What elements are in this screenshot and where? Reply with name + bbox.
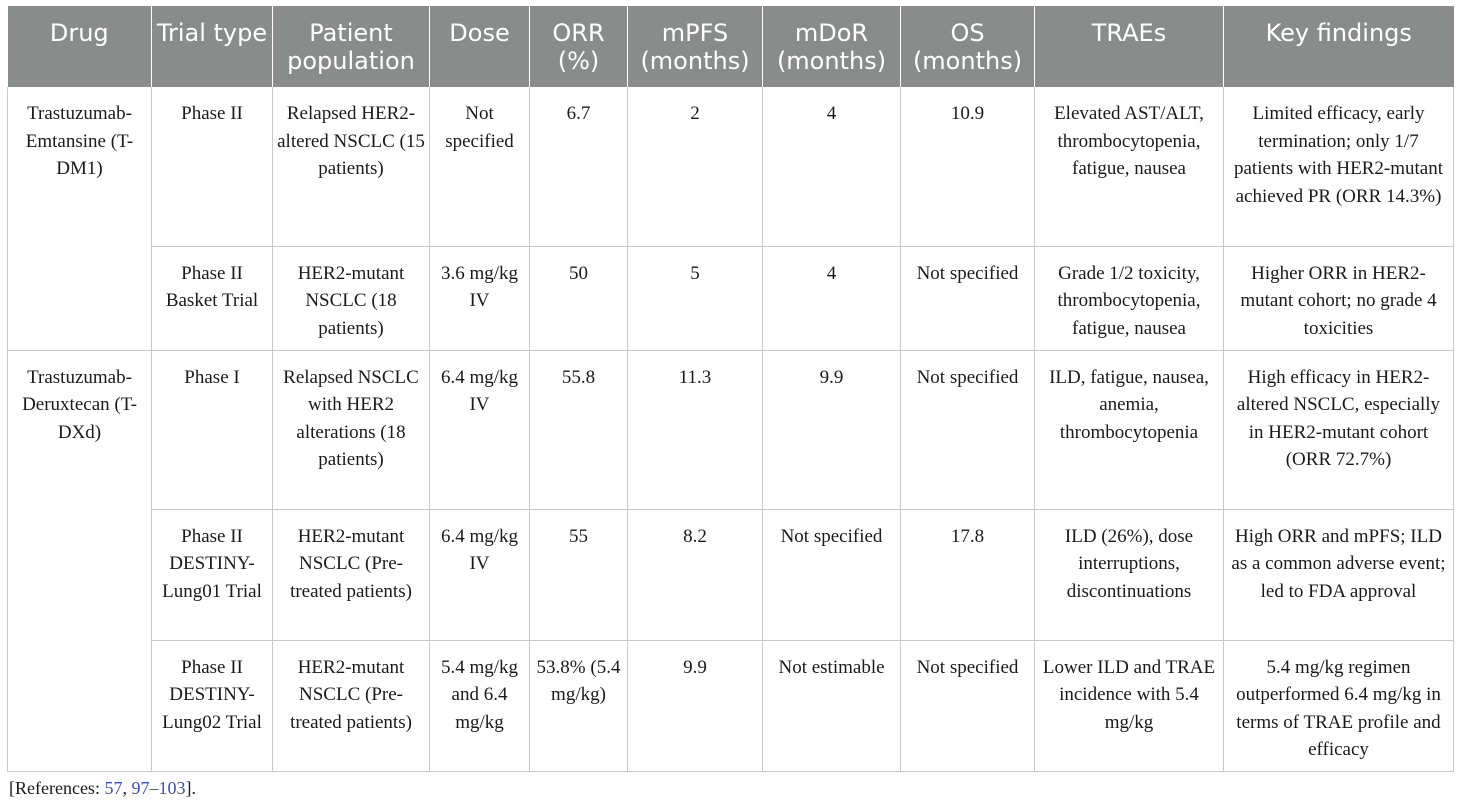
os-cell: Not specified xyxy=(901,246,1035,350)
population-cell: HER2-mutant NSCLC (Pre-treated patients) xyxy=(273,509,430,640)
traes-cell: ILD, fatigue, nausea, anemia, thrombocytopenia xyxy=(1035,350,1224,509)
trial-type-cell: Phase II Basket Trial xyxy=(152,246,273,350)
traes-cell: Elevated AST/ALT, thrombocytopenia, fatigue, nausea xyxy=(1035,87,1224,246)
findings-cell: Limited efficacy, early termination; only 1/7 patients with HER2-mutant achieved PR (ORR 14.3%) xyxy=(1224,87,1454,246)
column-header: mDoR (months) xyxy=(763,6,901,87)
column-header: OS (months) xyxy=(901,6,1035,87)
reference-link-97-103[interactable]: 97–103 xyxy=(131,778,186,798)
findings-cell: 5.4 mg/kg regimen outperformed 6.4 mg/kg in terms of TRAE profile and efficacy xyxy=(1224,640,1454,771)
traes-cell: ILD (26%), dose interruptions, discontinuations xyxy=(1035,509,1224,640)
orr-cell: 6.7 xyxy=(530,87,628,246)
reference-link-57[interactable]: 57 xyxy=(104,778,123,798)
mdor-cell: 9.9 xyxy=(763,350,901,509)
traes-cell: Lower ILD and TRAE incidence with 5.4 mg/kg xyxy=(1035,640,1224,771)
column-header: Trial type xyxy=(152,6,273,87)
column-header: mPFS (months) xyxy=(628,6,763,87)
clinical-trials-table xyxy=(7,6,1454,772)
table-row xyxy=(8,640,1454,771)
orr-cell: 50 xyxy=(530,246,628,350)
table-row xyxy=(8,509,1454,640)
mpfs-cell: 11.3 xyxy=(628,350,763,509)
mpfs-cell: 8.2 xyxy=(628,509,763,640)
column-header: Key findings xyxy=(1224,6,1454,87)
findings-cell: Higher ORR in HER2-mutant cohort; no grade 4 toxicities xyxy=(1224,246,1454,350)
references-separator: , xyxy=(122,778,132,798)
table-row xyxy=(8,350,1454,509)
column-header: Drug xyxy=(8,6,152,87)
header-row xyxy=(8,6,1454,87)
dose-cell: 6.4 mg/kg IV xyxy=(430,350,530,509)
mpfs-cell: 5 xyxy=(628,246,763,350)
mdor-cell: Not specified xyxy=(763,509,901,640)
references-prefix: [References: xyxy=(9,778,105,798)
orr-cell: 55.8 xyxy=(530,350,628,509)
dose-cell: 5.4 mg/kg and 6.4 mg/kg xyxy=(430,640,530,771)
table-row xyxy=(8,246,1454,350)
mdor-cell: 4 xyxy=(763,246,901,350)
trial-type-cell: Phase I xyxy=(152,350,273,509)
dose-cell: 3.6 mg/kg IV xyxy=(430,246,530,350)
os-cell: Not specified xyxy=(901,350,1035,509)
mpfs-cell: 2 xyxy=(628,87,763,246)
population-cell: HER2-mutant NSCLC (18 patients) xyxy=(273,246,430,350)
traes-cell: Grade 1/2 toxicity, thrombocytopenia, fatigue, nausea xyxy=(1035,246,1224,350)
drug-cell: Trastuzumab-Emtansine (T-DM1) xyxy=(8,87,152,350)
mdor-cell: 4 xyxy=(763,87,901,246)
os-cell: 17.8 xyxy=(901,509,1035,640)
population-cell: HER2-mutant NSCLC (Pre-treated patients) xyxy=(273,640,430,771)
population-cell: Relapsed NSCLC with HER2 alterations (18 patients) xyxy=(273,350,430,509)
trial-type-cell: Phase II DESTINY-Lung02 Trial xyxy=(152,640,273,771)
table-row xyxy=(8,87,1454,246)
references-suffix: ]. xyxy=(185,778,196,798)
findings-cell: High efficacy in HER2-altered NSCLC, especially in HER2-mutant cohort (ORR 72.7%) xyxy=(1224,350,1454,509)
dose-cell: Not specified xyxy=(430,87,530,246)
dose-cell: 6.4 mg/kg IV xyxy=(430,509,530,640)
column-header: Patient population xyxy=(273,6,430,87)
mpfs-cell: 9.9 xyxy=(628,640,763,771)
drug-cell: Trastuzumab-Deruxtecan (T-DXd) xyxy=(8,350,152,771)
column-header: ORR (%) xyxy=(530,6,628,87)
trial-type-cell: Phase II DESTINY-Lung01 Trial xyxy=(152,509,273,640)
column-header: Dose xyxy=(430,6,530,87)
mdor-cell: Not estimable xyxy=(763,640,901,771)
os-cell: 10.9 xyxy=(901,87,1035,246)
column-header: TRAEs xyxy=(1035,6,1224,87)
trial-type-cell: Phase II xyxy=(152,87,273,246)
orr-cell: 53.8% (5.4 mg/kg) xyxy=(530,640,628,771)
findings-cell: High ORR and mPFS; ILD as a common adverse event; led to FDA approval xyxy=(1224,509,1454,640)
population-cell: Relapsed HER2-altered NSCLC (15 patients) xyxy=(273,87,430,246)
os-cell: Not specified xyxy=(901,640,1035,771)
orr-cell: 55 xyxy=(530,509,628,640)
references-note xyxy=(9,778,196,799)
